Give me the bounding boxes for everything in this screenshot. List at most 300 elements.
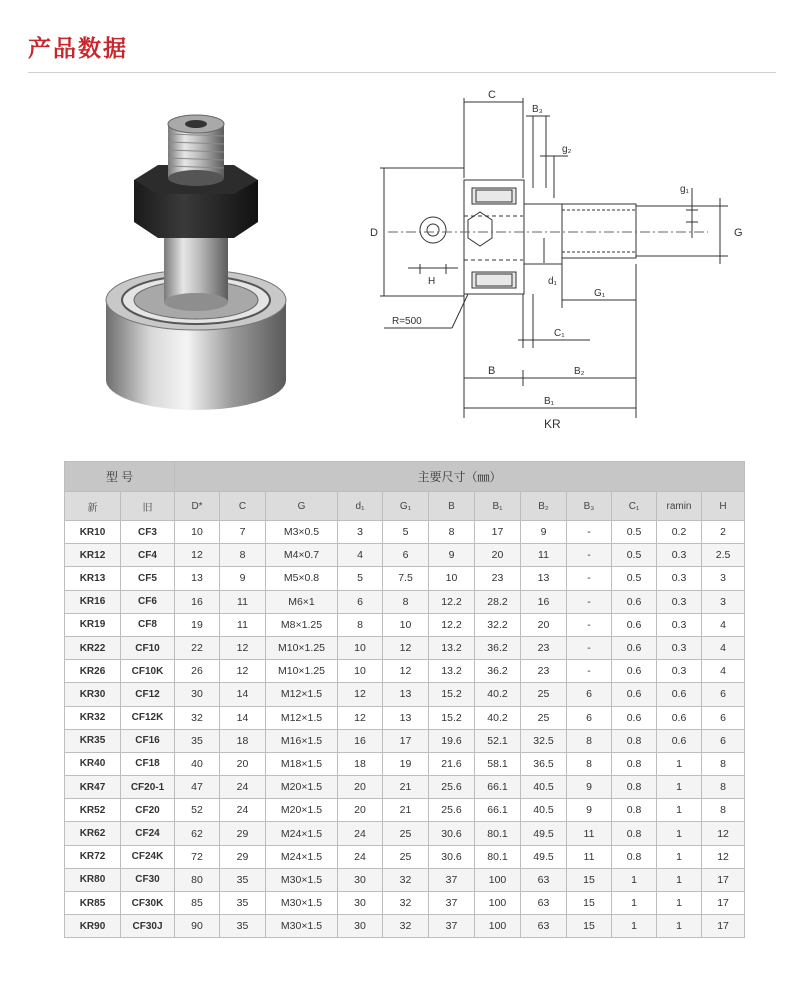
dim-label-g1-length: G₁	[594, 288, 606, 299]
cell-b1: 40.2	[475, 683, 521, 706]
cell-old-model: CF10	[121, 636, 175, 659]
cell-d: 32	[175, 706, 220, 729]
cell-b2: 63	[521, 892, 567, 915]
cell-b2: 25	[521, 706, 567, 729]
dim-label-g2: g₂	[562, 144, 572, 155]
cell-new-model: KR62	[65, 822, 121, 845]
cell-d1: 5	[338, 567, 383, 590]
cell-b3: 9	[567, 799, 612, 822]
cell-c1: 1	[612, 892, 657, 915]
cell-b1: 17	[475, 521, 521, 544]
cell-c: 12	[220, 660, 266, 683]
cell-c: 11	[220, 590, 266, 613]
cell-h: 2	[702, 521, 745, 544]
cell-b1: 80.1	[475, 845, 521, 868]
table-row	[65, 892, 745, 915]
cell-b2: 11	[521, 544, 567, 567]
cell-c1: 0.8	[612, 822, 657, 845]
cell-h: 17	[702, 868, 745, 891]
table-row	[65, 752, 745, 775]
cell-b: 12.2	[429, 590, 475, 613]
cell-c: 29	[220, 845, 266, 868]
cell-c1: 0.8	[612, 729, 657, 752]
table-row	[65, 636, 745, 659]
header-main-dimensions: 主要尺寸（㎜）	[175, 462, 745, 492]
column-header-old-model: 旧	[121, 492, 175, 521]
cell-g: M16×1.5	[266, 729, 338, 752]
cell-c1: 1	[612, 915, 657, 938]
cell-ramin: 0.3	[657, 613, 702, 636]
cell-b: 9	[429, 544, 475, 567]
cell-g: M4×0.7	[266, 544, 338, 567]
cell-g: M3×0.5	[266, 521, 338, 544]
cell-b: 25.6	[429, 776, 475, 799]
cell-b2: 40.5	[521, 799, 567, 822]
cell-d: 72	[175, 845, 220, 868]
dim-label-c1: C₁	[554, 328, 565, 339]
cell-d: 19	[175, 613, 220, 636]
cell-b2: 63	[521, 868, 567, 891]
column-header-c: C	[220, 492, 266, 521]
cell-b2: 40.5	[521, 776, 567, 799]
cell-g: M30×1.5	[266, 892, 338, 915]
table-row	[65, 544, 745, 567]
cell-b3: 11	[567, 822, 612, 845]
cell-b: 15.2	[429, 683, 475, 706]
cell-new-model: KR13	[65, 567, 121, 590]
cell-old-model: CF3	[121, 521, 175, 544]
cell-b: 19.6	[429, 729, 475, 752]
column-header-b: B	[429, 492, 475, 521]
cell-old-model: CF6	[121, 590, 175, 613]
cell-h: 4	[702, 613, 745, 636]
cell-d: 47	[175, 776, 220, 799]
cell-b3: 8	[567, 729, 612, 752]
cell-b: 25.6	[429, 799, 475, 822]
cell-b: 37	[429, 915, 475, 938]
cell-d: 26	[175, 660, 220, 683]
dim-label-g1: g₁	[680, 184, 689, 195]
cell-b1: 28.2	[475, 590, 521, 613]
cell-ramin: 1	[657, 822, 702, 845]
dim-label-c: C	[488, 89, 496, 101]
table-row	[65, 683, 745, 706]
cell-new-model: KR40	[65, 752, 121, 775]
cell-b2: 23	[521, 636, 567, 659]
cell-d1: 24	[338, 822, 383, 845]
cell-d1: 10	[338, 660, 383, 683]
cell-d1: 6	[338, 590, 383, 613]
column-header-b3: B₃	[567, 492, 612, 521]
cell-g1: 6	[383, 544, 429, 567]
cell-h: 4	[702, 660, 745, 683]
cell-b: 8	[429, 521, 475, 544]
cell-d: 12	[175, 544, 220, 567]
cell-c: 35	[220, 892, 266, 915]
cell-b2: 49.5	[521, 845, 567, 868]
cell-d: 10	[175, 521, 220, 544]
cell-d: 52	[175, 799, 220, 822]
cell-g1: 19	[383, 752, 429, 775]
table-row	[65, 915, 745, 938]
cell-h: 6	[702, 729, 745, 752]
cell-b1: 36.2	[475, 636, 521, 659]
cell-b2: 9	[521, 521, 567, 544]
cell-b: 13.2	[429, 636, 475, 659]
cell-b1: 66.1	[475, 776, 521, 799]
cell-b3: 15	[567, 892, 612, 915]
cell-h: 2.5	[702, 544, 745, 567]
cell-c: 24	[220, 776, 266, 799]
table-row	[65, 845, 745, 868]
cell-d1: 30	[338, 868, 383, 891]
cell-b3: -	[567, 521, 612, 544]
cell-old-model: CF12K	[121, 706, 175, 729]
cell-ramin: 1	[657, 776, 702, 799]
cell-new-model: KR32	[65, 706, 121, 729]
column-header-b1: B₁	[475, 492, 521, 521]
cell-old-model: CF30K	[121, 892, 175, 915]
table-row	[65, 822, 745, 845]
cell-c: 14	[220, 706, 266, 729]
dim-label-b2: B₂	[574, 366, 585, 377]
table-row	[65, 660, 745, 683]
cell-g: M6×1	[266, 590, 338, 613]
cell-h: 3	[702, 590, 745, 613]
cell-b3: -	[567, 567, 612, 590]
cell-ramin: 1	[657, 799, 702, 822]
cell-new-model: KR19	[65, 613, 121, 636]
cell-new-model: KR26	[65, 660, 121, 683]
cell-g1: 10	[383, 613, 429, 636]
cell-b3: 6	[567, 683, 612, 706]
cell-b2: 25	[521, 683, 567, 706]
cell-ramin: 0.6	[657, 683, 702, 706]
cell-old-model: CF24	[121, 822, 175, 845]
cell-g: M24×1.5	[266, 845, 338, 868]
cell-old-model: CF20	[121, 799, 175, 822]
cell-new-model: KR10	[65, 521, 121, 544]
cell-b2: 16	[521, 590, 567, 613]
cell-ramin: 1	[657, 845, 702, 868]
cell-c: 35	[220, 915, 266, 938]
cell-h: 8	[702, 799, 745, 822]
cell-h: 12	[702, 822, 745, 845]
column-header-ramin: ramin	[657, 492, 702, 521]
cell-d1: 20	[338, 799, 383, 822]
cell-ramin: 0.3	[657, 636, 702, 659]
cell-c1: 0.6	[612, 613, 657, 636]
cell-new-model: KR30	[65, 683, 121, 706]
cell-b3: -	[567, 660, 612, 683]
column-header-c1: C₁	[612, 492, 657, 521]
cell-c1: 1	[612, 868, 657, 891]
cell-d1: 12	[338, 683, 383, 706]
cell-b: 13.2	[429, 660, 475, 683]
column-header-d1: d₁	[338, 492, 383, 521]
table-row	[65, 776, 745, 799]
cell-old-model: CF24K	[121, 845, 175, 868]
cell-g1: 32	[383, 868, 429, 891]
cell-g: M10×1.25	[266, 660, 338, 683]
cell-ramin: 0.3	[657, 660, 702, 683]
cell-ramin: 1	[657, 892, 702, 915]
cell-old-model: CF5	[121, 567, 175, 590]
dim-label-b1: B₁	[544, 396, 555, 407]
cell-b: 30.6	[429, 822, 475, 845]
cell-ramin: 0.2	[657, 521, 702, 544]
cell-g1: 21	[383, 776, 429, 799]
cell-g: M20×1.5	[266, 776, 338, 799]
cell-new-model: KR90	[65, 915, 121, 938]
cell-b1: 20	[475, 544, 521, 567]
cell-d: 85	[175, 892, 220, 915]
table-row	[65, 590, 745, 613]
cell-ramin: 0.3	[657, 590, 702, 613]
cell-d: 16	[175, 590, 220, 613]
cell-g1: 17	[383, 729, 429, 752]
page-title: 产品数据	[28, 36, 128, 62]
dim-label-b3: B₃	[532, 104, 543, 115]
cell-b3: 8	[567, 752, 612, 775]
cell-g1: 13	[383, 706, 429, 729]
cell-c: 18	[220, 729, 266, 752]
cell-b2: 49.5	[521, 822, 567, 845]
column-header-d: D*	[175, 492, 220, 521]
cam-follower-technical-drawing	[368, 88, 788, 438]
cell-old-model: CF30J	[121, 915, 175, 938]
cell-c: 9	[220, 567, 266, 590]
cell-b: 10	[429, 567, 475, 590]
cell-d: 40	[175, 752, 220, 775]
cell-b2: 36.5	[521, 752, 567, 775]
cell-c1: 0.6	[612, 590, 657, 613]
specification-table	[64, 461, 745, 938]
column-header-h: H	[702, 492, 745, 521]
column-header-g: G	[266, 492, 338, 521]
dim-label-h: H	[428, 276, 436, 287]
cell-ramin: 0.3	[657, 544, 702, 567]
cell-g1: 5	[383, 521, 429, 544]
cell-g1: 25	[383, 822, 429, 845]
table-row	[65, 706, 745, 729]
dim-label-b: B	[488, 365, 496, 377]
cell-g: M30×1.5	[266, 915, 338, 938]
cell-b3: -	[567, 613, 612, 636]
column-header-new-model: 新	[65, 492, 121, 521]
cell-b1: 66.1	[475, 799, 521, 822]
cell-d: 90	[175, 915, 220, 938]
cell-d1: 20	[338, 776, 383, 799]
dim-label-g: G	[734, 227, 743, 239]
cell-old-model: CF8	[121, 613, 175, 636]
cell-d1: 16	[338, 729, 383, 752]
cell-old-model: CF10K	[121, 660, 175, 683]
cell-g: M12×1.5	[266, 683, 338, 706]
cell-c: 7	[220, 521, 266, 544]
cell-b1: 58.1	[475, 752, 521, 775]
cell-c1: 0.5	[612, 567, 657, 590]
cell-b1: 40.2	[475, 706, 521, 729]
cell-d1: 12	[338, 706, 383, 729]
cell-b: 12.2	[429, 613, 475, 636]
cell-c: 24	[220, 799, 266, 822]
cell-g1: 25	[383, 845, 429, 868]
cell-c: 14	[220, 683, 266, 706]
column-header-g1: G₁	[383, 492, 429, 521]
table-row	[65, 729, 745, 752]
cell-b1: 100	[475, 868, 521, 891]
cell-h: 8	[702, 776, 745, 799]
cell-c: 29	[220, 822, 266, 845]
cell-g1: 7.5	[383, 567, 429, 590]
cell-old-model: CF18	[121, 752, 175, 775]
cell-c1: 0.6	[612, 660, 657, 683]
cell-c: 8	[220, 544, 266, 567]
cell-c: 12	[220, 636, 266, 659]
cell-ramin: 0.3	[657, 567, 702, 590]
cell-b1: 100	[475, 915, 521, 938]
cell-b1: 80.1	[475, 822, 521, 845]
cell-b2: 32.5	[521, 729, 567, 752]
table-row	[65, 521, 745, 544]
cell-b3: 15	[567, 868, 612, 891]
cell-c: 20	[220, 752, 266, 775]
cell-new-model: KR16	[65, 590, 121, 613]
cell-c1: 0.8	[612, 799, 657, 822]
cell-c1: 0.6	[612, 636, 657, 659]
cell-c1: 0.6	[612, 683, 657, 706]
cell-d: 22	[175, 636, 220, 659]
title-divider	[28, 72, 776, 73]
cell-g1: 32	[383, 892, 429, 915]
cell-d1: 30	[338, 915, 383, 938]
cell-b3: 15	[567, 915, 612, 938]
cell-b1: 23	[475, 567, 521, 590]
cell-new-model: KR35	[65, 729, 121, 752]
dim-label-d: D	[370, 227, 378, 239]
cell-b2: 20	[521, 613, 567, 636]
cell-g1: 21	[383, 799, 429, 822]
model-series-label: KR	[544, 417, 561, 431]
cell-ramin: 1	[657, 915, 702, 938]
cell-d1: 3	[338, 521, 383, 544]
dim-label-d1: d₁	[548, 276, 557, 287]
cell-g: M30×1.5	[266, 868, 338, 891]
cell-new-model: KR22	[65, 636, 121, 659]
cell-d: 62	[175, 822, 220, 845]
cell-new-model: KR85	[65, 892, 121, 915]
cell-g: M12×1.5	[266, 706, 338, 729]
cell-g1: 8	[383, 590, 429, 613]
cell-b1: 32.2	[475, 613, 521, 636]
cell-new-model: KR47	[65, 776, 121, 799]
cell-c1: 0.8	[612, 776, 657, 799]
cell-b3: -	[567, 636, 612, 659]
cell-h: 17	[702, 892, 745, 915]
cell-g: M20×1.5	[266, 799, 338, 822]
cell-b: 15.2	[429, 706, 475, 729]
cell-b1: 52.1	[475, 729, 521, 752]
cell-b: 21.6	[429, 752, 475, 775]
cell-b3: 6	[567, 706, 612, 729]
cell-b3: 9	[567, 776, 612, 799]
cell-b3: -	[567, 590, 612, 613]
cell-b1: 100	[475, 892, 521, 915]
table-row	[65, 567, 745, 590]
cell-old-model: CF20-1	[121, 776, 175, 799]
cell-g: M5×0.8	[266, 567, 338, 590]
cell-b: 37	[429, 868, 475, 891]
cell-g: M18×1.5	[266, 752, 338, 775]
cell-g1: 12	[383, 660, 429, 683]
column-header-b2: B₂	[521, 492, 567, 521]
cell-d1: 30	[338, 892, 383, 915]
cell-ramin: 1	[657, 868, 702, 891]
cell-d1: 18	[338, 752, 383, 775]
cell-h: 4	[702, 636, 745, 659]
cell-h: 17	[702, 915, 745, 938]
cell-new-model: KR72	[65, 845, 121, 868]
cell-g1: 13	[383, 683, 429, 706]
cell-new-model: KR80	[65, 868, 121, 891]
table-row	[65, 868, 745, 891]
cell-d: 35	[175, 729, 220, 752]
cell-b1: 36.2	[475, 660, 521, 683]
cell-h: 3	[702, 567, 745, 590]
cell-old-model: CF12	[121, 683, 175, 706]
cell-old-model: CF16	[121, 729, 175, 752]
cell-d: 13	[175, 567, 220, 590]
table-row	[65, 799, 745, 822]
cell-b2: 13	[521, 567, 567, 590]
cell-h: 6	[702, 706, 745, 729]
cell-c: 35	[220, 868, 266, 891]
cell-ramin: 0.6	[657, 729, 702, 752]
cell-c1: 0.6	[612, 706, 657, 729]
cell-g1: 32	[383, 915, 429, 938]
cell-old-model: CF4	[121, 544, 175, 567]
cell-c1: 0.8	[612, 845, 657, 868]
cell-c: 11	[220, 613, 266, 636]
cell-g: M24×1.5	[266, 822, 338, 845]
cell-b2: 23	[521, 660, 567, 683]
cell-ramin: 0.6	[657, 706, 702, 729]
cell-b3: 11	[567, 845, 612, 868]
cell-h: 12	[702, 845, 745, 868]
cell-new-model: KR52	[65, 799, 121, 822]
cell-c1: 0.5	[612, 544, 657, 567]
table-row	[65, 613, 745, 636]
cell-g: M10×1.25	[266, 636, 338, 659]
cell-d1: 4	[338, 544, 383, 567]
cell-b2: 63	[521, 915, 567, 938]
cell-h: 6	[702, 683, 745, 706]
cell-h: 8	[702, 752, 745, 775]
cell-c1: 0.5	[612, 521, 657, 544]
cell-new-model: KR12	[65, 544, 121, 567]
cell-d: 80	[175, 868, 220, 891]
cell-d1: 24	[338, 845, 383, 868]
cell-ramin: 1	[657, 752, 702, 775]
cell-d: 30	[175, 683, 220, 706]
cell-old-model: CF30	[121, 868, 175, 891]
cell-b: 30.6	[429, 845, 475, 868]
cell-d1: 10	[338, 636, 383, 659]
cell-b: 37	[429, 892, 475, 915]
cell-g1: 12	[383, 636, 429, 659]
cell-g: M8×1.25	[266, 613, 338, 636]
